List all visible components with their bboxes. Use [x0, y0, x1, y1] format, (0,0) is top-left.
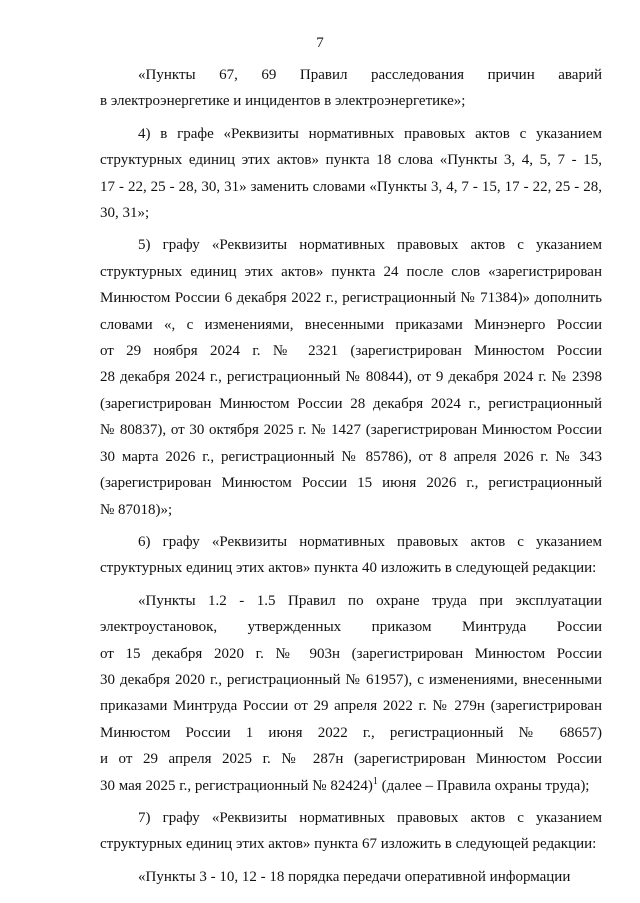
text-line: [100, 444, 602, 470]
text-line: [100, 147, 602, 173]
line-text: 30, 31»;: [100, 205, 150, 222]
text-line: [100, 417, 602, 443]
line-text: структурных единиц этих актов» пункта 67 изложить в следующей редакции:: [100, 836, 597, 853]
paragraph-item-7: [100, 805, 602, 858]
text-line: [100, 831, 602, 857]
line-text: «Пункты 67, 69 Правил расследования причин аварий: [138, 67, 602, 83]
footnote-mark: 1: [372, 775, 378, 787]
paragraph-operational-info: [100, 864, 602, 890]
text-line: [100, 693, 602, 719]
line-text: электроустановок, утвержденных приказом Минтруда России: [100, 619, 602, 636]
text-line: [100, 667, 602, 693]
line-text: 7) графу «Реквизиты нормативных правовых актов с указанием: [138, 809, 602, 826]
line-text: № 80837), от 30 октября 2025 г. № 1427 (зарегистрирован Минюстом России: [100, 422, 602, 439]
text-line: [100, 259, 602, 285]
line-text: «Пункты 1.2 - 1.5 Правил по охране труда при эксплуатации: [138, 592, 602, 609]
text-line: [100, 529, 602, 555]
text-line: [100, 641, 602, 667]
line-text: структурных единиц этих актов» пункта 24 после слов «зарегистрирован: [100, 263, 602, 280]
text-line: [100, 88, 602, 114]
text-line: [100, 62, 602, 88]
line-text: 5) графу «Реквизиты нормативных правовых актов с указанием: [138, 237, 602, 254]
line-text: № 87018)»;: [100, 501, 173, 518]
line-text: (далее – Правила охраны труда);: [381, 777, 590, 794]
text-line: [100, 497, 602, 523]
page-number: 7: [316, 35, 324, 51]
line-text: 17 - 22, 25 - 28, 30, 31» заменить словами «Пункты 3, 4, 7 - 15, 17 - 22, 25 - 28,: [100, 178, 602, 195]
text-line: [100, 746, 602, 772]
text-line: [100, 470, 602, 496]
line-text: 4) в графе «Реквизиты нормативных правовых актов с указанием: [138, 125, 602, 142]
text-line: [100, 200, 602, 226]
paragraph-rules-investigation: [100, 62, 602, 115]
line-text: 28 декабря 2024 г., регистрационный № 80844), от 9 декабря 2024 г. № 2398: [100, 369, 602, 386]
line-text: 30 декабря 2020 г., регистрационный № 61957), с изменениями, внесенными: [100, 671, 602, 688]
text-line: [100, 391, 602, 417]
text-line: [100, 720, 602, 746]
line-text: словами «, с изменениями, внесенными приказами Минэнерго России: [100, 316, 602, 333]
text-line: [100, 805, 602, 831]
line-text: структурных единиц этих актов» пункта 18 слова «Пункты 3, 4, 5, 7 - 15,: [100, 152, 602, 169]
line-text: от 29 ноября 2024 г. № 2321 (зарегистрирован Минюстом России: [100, 343, 602, 360]
text-line: [100, 364, 602, 390]
text-line: [100, 174, 602, 200]
line-text: и от 29 апреля 2025 г. № 287н (зарегистрирован Минюстом России: [100, 751, 602, 768]
line-text: Минюстом России 6 декабря 2022 г., регистрационный № 71384)» дополнить: [100, 290, 602, 307]
paragraph-item-4: [100, 121, 602, 227]
line-text: приказами Минтруда России от 29 апреля 2022 г. № 279н (зарегистрирован: [100, 698, 602, 715]
line-text: от 15 декабря 2020 г. № 903н (зарегистрирован Минюстом России: [100, 645, 602, 662]
text-line: [100, 614, 602, 640]
text-line: [100, 338, 602, 364]
document-body: [100, 62, 602, 896]
line-text: Минюстом России 1 июня 2022 г., регистрационный № 68657): [100, 724, 602, 741]
line-text: 30 марта 2026 г., регистрационный № 85786), от 8 апреля 2026 г. № 343: [100, 448, 602, 465]
paragraph-item-5: [100, 232, 602, 522]
line-text: в электроэнергетике и инцидентов в электроэнергетике»;: [100, 93, 466, 110]
text-line: [100, 773, 602, 799]
text-line: [100, 121, 602, 147]
text-line: [100, 588, 602, 614]
text-line: [100, 312, 602, 338]
line-text: 6) графу «Реквизиты нормативных правовых актов с указанием: [138, 533, 602, 550]
text-line: [100, 555, 602, 581]
paragraph-item-6: [100, 529, 602, 582]
line-text: «Пункты 3 - 10, 12 - 18 порядка передачи оперативной информации: [138, 868, 571, 885]
text-line: [100, 864, 602, 890]
paragraph-labor-safety-rules: [100, 588, 602, 799]
text-line: [100, 232, 602, 258]
line-text: 30 мая 2025 г., регистрационный № 82424): [100, 777, 373, 794]
line-text: структурных единиц этих актов» пункта 40 изложить в следующей редакции:: [100, 560, 597, 577]
line-text: (зарегистрирован Минюстом России 15 июня 2026 г., регистрационный: [100, 475, 602, 492]
text-line: [100, 285, 602, 311]
line-text: (зарегистрирован Минюстом России 28 декабря 2024 г., регистрационный: [100, 395, 602, 412]
